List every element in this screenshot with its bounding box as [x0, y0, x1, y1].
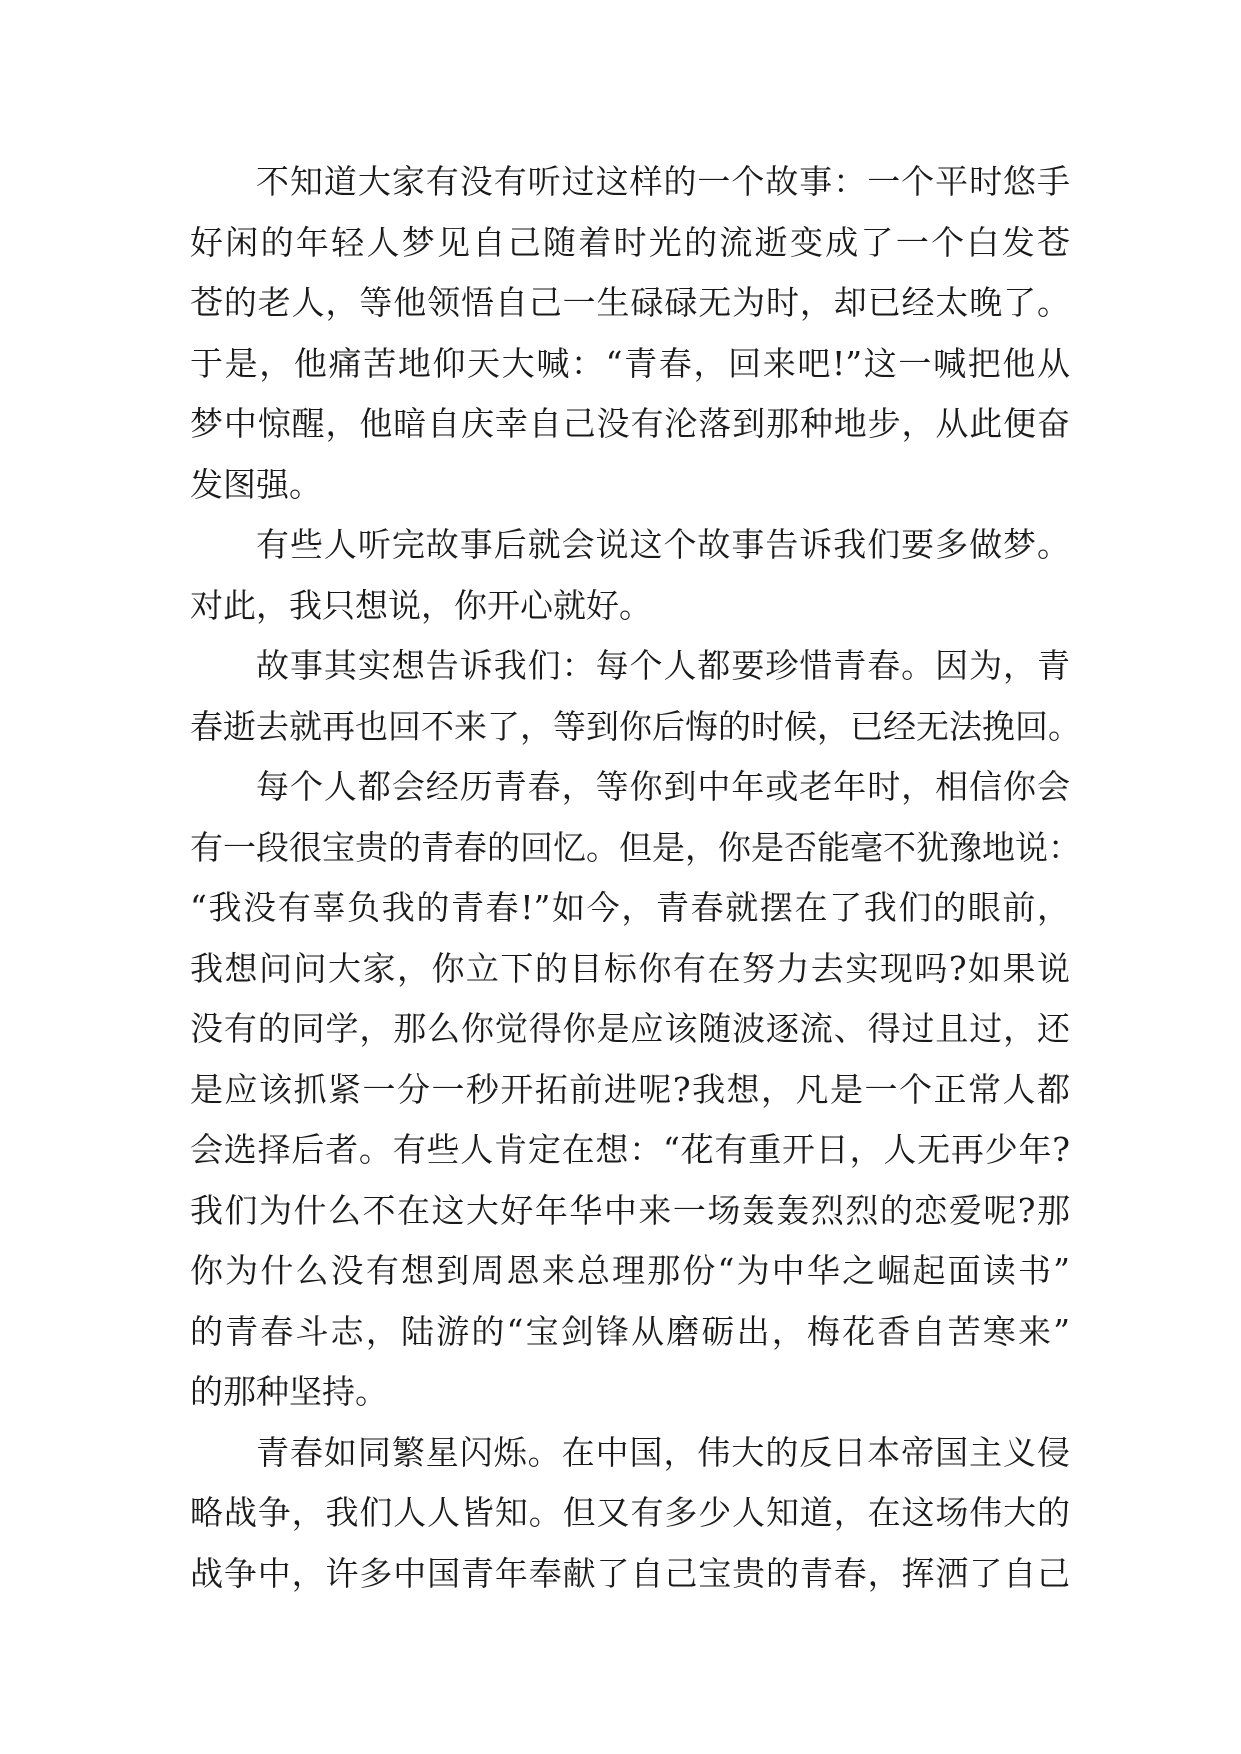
paragraph-5-line-3: 战争中，许多中国青年奉献了自己宝贵的青春，挥洒了自己 — [190, 1553, 1070, 1593]
paragraph-4-line-11: 的那种坚持。 — [190, 1372, 388, 1411]
paragraph-2-line-1: 有些人听完故事后就会说这个故事告诉我们要多做梦。 — [256, 525, 1070, 564]
paragraph-4-line-9: 你为什么没有想到周恩来总理那份“为中华之崛起面读书” — [190, 1251, 1070, 1290]
paragraph-4-line-10: 的青春斗志，陆游的“宝剑锋从磨砺出，梅花香自苦寒来” — [190, 1311, 1070, 1351]
paragraph-4-line-8: 我们为什么不在这大好年华中来一场轰轰烈烈的恋爱呢?那 — [190, 1190, 1070, 1230]
paragraph-4-line-1: 每个人都会经历青春，等你到中年或老年时，相信你会 — [256, 767, 1070, 806]
body-text — [190, 152, 1081, 1604]
paragraph-1-line-2: 好闲的年轻人梦见自己随着时光的流逝变成了一个白发苍 — [190, 222, 1070, 262]
paragraph-1-line-1: 不知道大家有没有听过这样的一个故事：一个平时悠手 — [256, 162, 1070, 201]
paragraph-5-line-2: 略战争，我们人人皆知。但又有多少人知道，在这场伟大的 — [190, 1493, 1070, 1532]
paragraph-4-line-5: 没有的同学，那么你觉得你是应该随波逐流、得过且过，还 — [190, 1009, 1070, 1048]
paragraph-4-line-6: 是应该抓紧一分一秒开拓前进呢?我想，凡是一个正常人都 — [190, 1069, 1070, 1109]
paragraph-1-line-3: 苍的老人，等他领悟自己一生碌碌无为时，却已经太晚了。 — [190, 283, 1070, 322]
paragraph-4-line-3: “我没有辜负我的青春!”如今，青春就摆在了我们的眼前， — [190, 888, 1070, 927]
paragraph-5-line-1: 青春如同繁星闪烁。在中国，伟大的反日本帝国主义侵 — [256, 1432, 1070, 1472]
paragraph-2-line-2: 对此，我只想说，你开心就好。 — [190, 585, 652, 625]
paragraph-3-line-1: 故事其实想告诉我们：每个人都要珍惜青春。因为，青 — [256, 646, 1070, 685]
paragraph-1-line-6: 发图强。 — [190, 464, 322, 504]
paragraph-3-line-2: 春逝去就再也回不来了，等到你后悔的时候，已经无法挽回。 — [190, 706, 1081, 746]
paragraph-1-line-5: 梦中惊醒，他暗自庆幸自己没有沦落到那种地步，从此便奋 — [190, 404, 1070, 443]
paragraph-4-line-2: 有一段很宝贵的青春的回忆。但是，你是否能毫不犹豫地说： — [190, 827, 1081, 867]
paragraph-4-line-4: 我想问问大家，你立下的目标你有在努力去实现吗?如果说 — [190, 948, 1070, 988]
paragraph-1-line-4: 于是，他痛苦地仰天大喊：“青春，回来吧!”这一喊把他从 — [190, 343, 1070, 383]
paragraph-4-line-7: 会选择后者。有些人肯定在想：“花有重开日，人无再少年? — [190, 1130, 1070, 1169]
